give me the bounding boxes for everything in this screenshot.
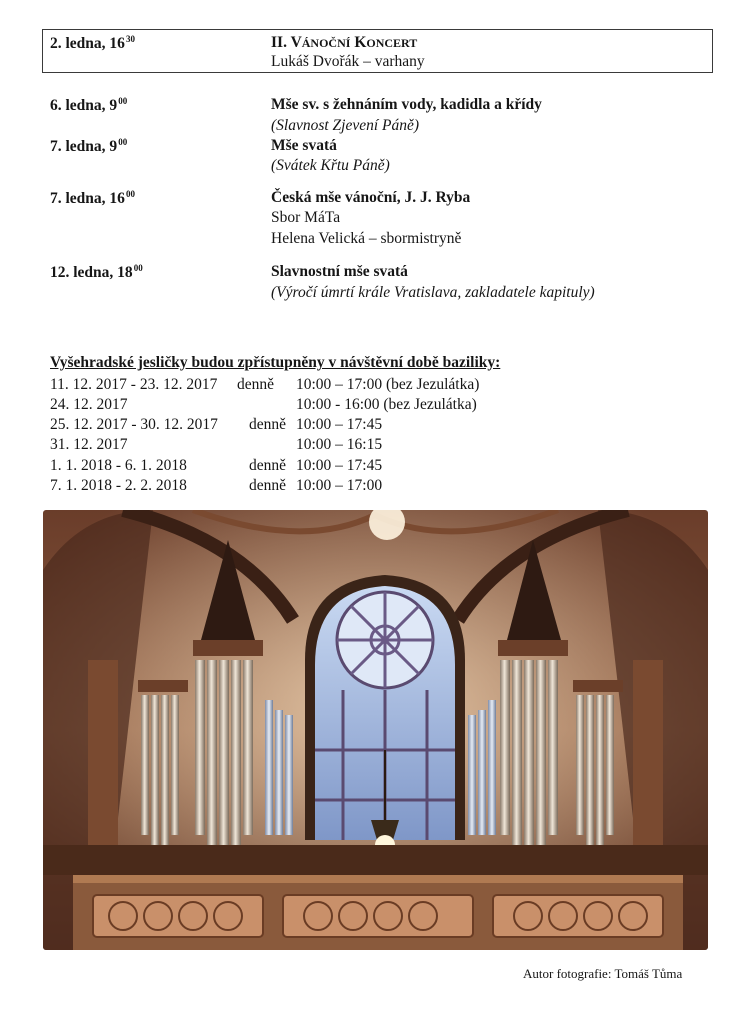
schedule-freq: denně xyxy=(237,376,275,393)
event-title: II. VÁNOČNÍ KONCERT xyxy=(271,34,418,51)
schedule-freq: denně xyxy=(249,457,287,474)
schedule-hours: 10:00 – 17:00 (bez Jezulátka) xyxy=(296,376,480,393)
event-title: Mše sv. s žehnáním vody, kadidla a křídy xyxy=(271,96,542,113)
schedule-dates: 11. 12. 2017 - 23. 12. 2017 xyxy=(50,376,218,393)
event-title: Slavnostní mše svatá xyxy=(271,263,408,280)
schedule-hours: 10:00 – 16:15 xyxy=(296,436,383,453)
event-date: 7. ledna, $16^{00}$ xyxy=(50,189,135,207)
schedule-hours: 10:00 – 17:45 xyxy=(296,457,383,474)
schedule-dates: 31. 12. 2017 xyxy=(50,436,128,453)
schedule-dates: 24. 12. 2017 xyxy=(50,396,128,413)
nativity-heading: Vyšehradské jesličky budou zpřístupněny v návštěvní době baziliky: xyxy=(50,354,501,371)
event-title: Česká mše vánoční, J. J. Ryba xyxy=(271,189,471,206)
schedule-hours: 10:00 – 17:45 xyxy=(296,416,383,433)
event-conductor: Helena Velická – sbormistryně xyxy=(271,230,462,247)
schedule-freq: denně xyxy=(249,477,287,494)
event-subtitle: (Svátek Křtu Páně) xyxy=(271,157,390,174)
event-date: 6. ledna, $9^{00}$ xyxy=(50,96,128,114)
event-choir: Sbor MáTa xyxy=(271,209,341,226)
schedule-dates: 1. 1. 2018 - 6. 1. 2018 xyxy=(50,457,187,474)
photo-credit: Autor fotografie: Tomáš Tůma xyxy=(523,966,683,981)
organ-photo xyxy=(43,510,708,950)
schedule-hours: 10:00 - 16:00 (bez Jezulátka) xyxy=(296,396,477,413)
schedule-dates: 25. 12. 2017 - 30. 12. 2017 xyxy=(50,416,218,433)
event-performer: Lukáš Dvořák – varhany xyxy=(271,53,425,70)
event-date: 2. ledna, $16^{30}$ xyxy=(50,34,135,52)
schedule-freq: denně xyxy=(249,416,287,433)
event-subtitle: (Slavnost Zjevení Páně) xyxy=(271,117,420,134)
schedule-dates: 7. 1. 2018 - 2. 2. 2018 xyxy=(50,477,187,494)
event-title: Mše svatá xyxy=(271,137,337,154)
event-date: 12. ledna, $18^{00}$ xyxy=(50,263,143,281)
schedule-hours: 10:00 – 17:00 xyxy=(296,477,383,494)
event-date: 7. ledna, $9^{00}$ xyxy=(50,137,128,155)
event-subtitle: (Výročí úmrtí krále Vratislava, zakladatele kapituly) xyxy=(271,284,595,301)
